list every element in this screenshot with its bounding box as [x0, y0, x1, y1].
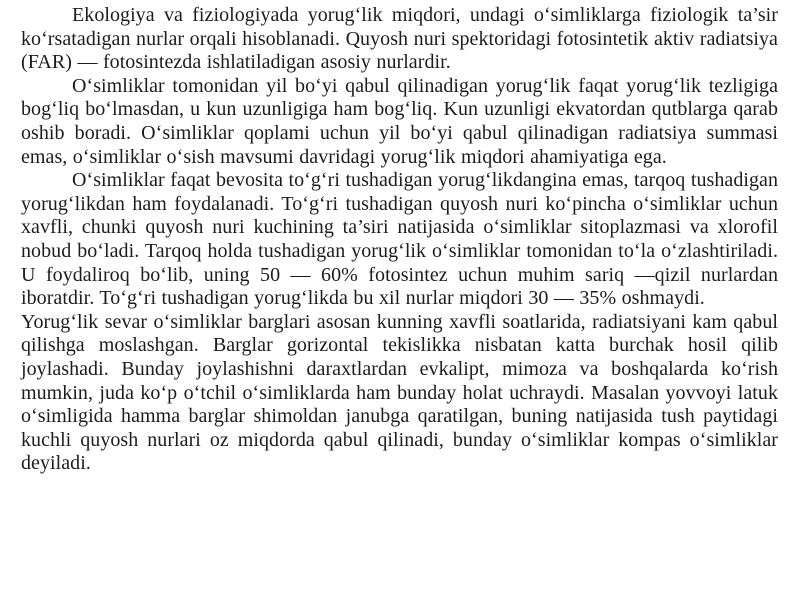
paragraph-day-length: O‘simliklar tomonidan yil bo‘yi qabul qilinadigan yorug‘lik faqat yorug‘lik tezligiga bog‘liq bo‘lmasdan, u kun uzunligiga ham bog‘liq. Kun uzunligi ekvatordan qutblarga qarab oshib boradi. O‘simliklar qoplami uchun yil bo‘yi qabul qilinadigan radiatsiya summasi emas, o‘simliklar o‘sish mavsumi davridagi yorug‘lik miqdori ahamiyatiga ega.	[21, 74, 778, 168]
document-page	[21, 4, 778, 476]
paragraph-diffuse-light: O‘simliklar faqat bevosita to‘g‘ri tushadigan yorug‘likdangina emas, tarqoq tushadigan yorug‘likdan ham foydalanadi. To‘g‘ri tushadigan quyosh nuri ko‘pincha o‘simliklar uchun xavfli, chunki quyosh nuri kuchining ta’siri natijasida o‘simliklar sitoplazmasi va xlorofil nobud bo‘ladi. Tarqoq holda tushadigan yorug‘lik o‘simliklar tomonidan to‘la o‘zlashtiriladi. U foydaliroq bo‘lib, uning 50 — 60% fotosintez uchun muhim sariq —qizil nurlardan iboratdir. To‘g‘ri tushadigan yorug‘likda bu xil nurlar miqdori 30 — 35% oshmaydi.	[21, 169, 778, 310]
paragraph-light-measurement: Ekologiya va fiziologiyada yorug‘lik miqdori, undagi o‘simliklarga fiziologik ta’sir ko‘rsatadigan nurlar orqali hisoblanadi. Quyosh nuri spektoridagi fotosintetik aktiv radiatsiya (FAR) — fotosintezda ishlatiladigan asosiy nurlardir.	[21, 4, 778, 74]
paragraph-compass-plants: Yorug‘lik sevar o‘simliklar barglari asosan kunning xavfli soatlarida, radiatsiyani kam qabul qilishga moslashgan. Barglar gorizontal tekislikka nisbatan katta burchak hosil qilib joylashadi. Bunday joylashishni daraxtlardan evkalipt, mimoza va boshqalarda ko‘rish mumkin, juda ko‘p o‘tchil o‘simliklarda ham bunday holat uchraydi. Masalan yovvoyi latuk o‘simligida hamma barglar shimoldan janubga qaratilgan, buning natijasida tush paytidagi kuchli quyosh nurlari oz miqdorda qabul qilinadi, bunday o‘simliklar kompas o‘simliklar deyiladi.	[21, 310, 778, 475]
